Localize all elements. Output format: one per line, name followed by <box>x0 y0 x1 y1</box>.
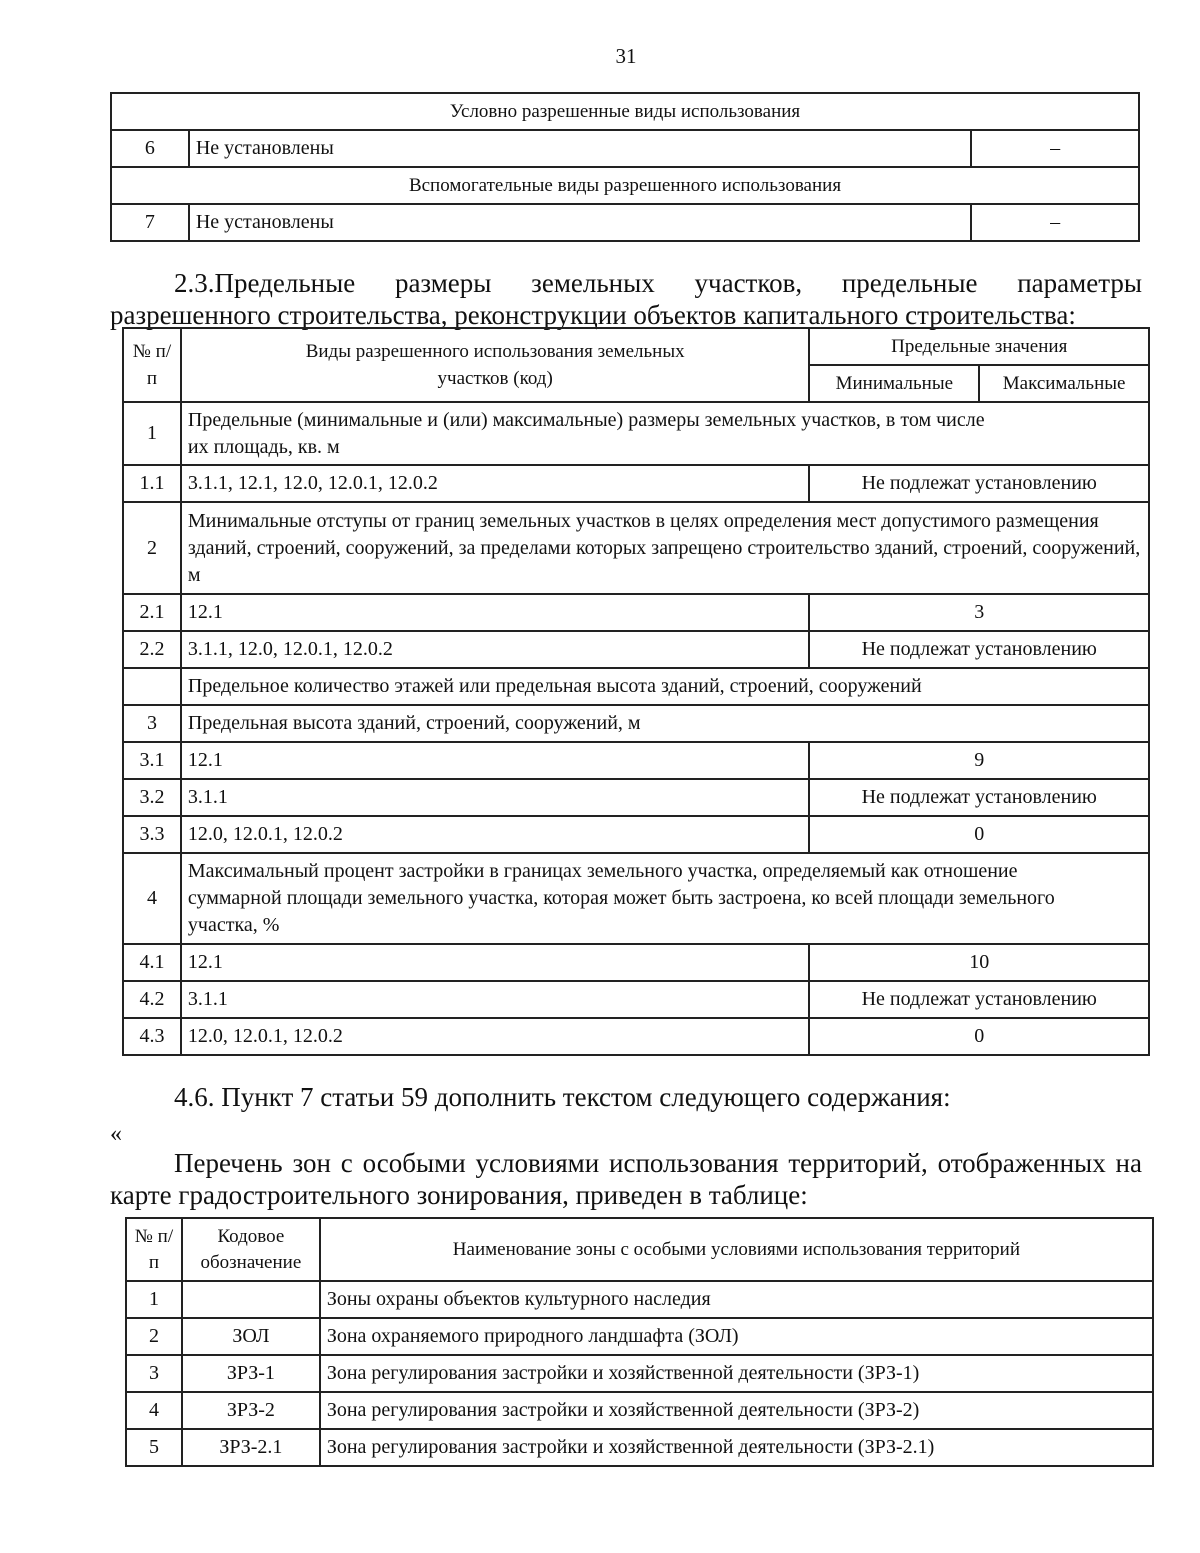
header-max: Максимальные <box>979 365 1149 402</box>
table-header-row <box>123 328 1149 365</box>
row-zone-name: Зона охраняемого природного ландшафта (ЗОЛ) <box>320 1318 1153 1355</box>
row-text: Не установлены <box>189 204 971 241</box>
row-text: 3.1.1, 12.0, 12.0.1, 12.0.2 <box>181 631 810 668</box>
table-row <box>123 631 1149 668</box>
row-code: ЗРЗ-2 <box>182 1392 320 1429</box>
table-header-row <box>126 1218 1153 1281</box>
row-value: 0 <box>809 1018 1149 1055</box>
row-value: Не подлежат установлению <box>809 981 1149 1018</box>
table-row <box>123 705 1149 742</box>
row-text: 3.1.1, 12.1, 12.0, 12.0.1, 12.0.2 <box>181 465 810 502</box>
section-header-conditional: Условно разрешенные виды использования <box>111 93 1139 130</box>
row-code: ЗРЗ-2.1 <box>182 1429 320 1466</box>
row-number: 4 <box>123 853 181 944</box>
table-row <box>126 1392 1153 1429</box>
row-number: 3.2 <box>123 779 181 816</box>
row-code <box>182 1281 320 1318</box>
table-row <box>123 779 1149 816</box>
row-code: ЗРЗ-1 <box>182 1355 320 1392</box>
header-kind: Виды разрешенного использования земельных участков (код) <box>181 328 810 402</box>
limit-parameters-table <box>122 327 1150 1056</box>
row-number: 3.1 <box>123 742 181 779</box>
row-text: 12.0, 12.0.1, 12.0.2 <box>181 816 810 853</box>
row-zone-name: Зона регулирования застройки и хозяйственной деятельности (ЗРЗ-1) <box>320 1355 1153 1392</box>
special-zones-table <box>125 1217 1154 1467</box>
permitted-uses-table <box>110 92 1140 242</box>
table-row <box>126 1281 1153 1318</box>
paragraph-zones-list-line1: Перечень зон с особыми условиями использования территорий, отображенных на <box>174 1148 1142 1178</box>
row-zone-name: Зона регулирования застройки и хозяйственной деятельности (ЗРЗ-2) <box>320 1392 1153 1429</box>
row-code: ЗОЛ <box>182 1318 320 1355</box>
paragraph-2-3-line1: 2.3.Предельные размеры земельных участков, предельные параметры <box>174 268 1142 298</box>
table-row <box>111 130 1139 167</box>
row-text: 3.1.1 <box>181 981 810 1018</box>
table-row <box>126 1318 1153 1355</box>
row-text: 12.1 <box>181 594 810 631</box>
row-number: 1.1 <box>123 465 181 502</box>
row-value: – <box>971 204 1139 241</box>
row-number: 6 <box>111 130 189 167</box>
row-number: 3 <box>126 1355 182 1392</box>
table-section-header <box>111 93 1139 130</box>
row-number: 4.3 <box>123 1018 181 1055</box>
paragraph-2-3-line2: разрешенного строительства, реконструкции объектов капитального строительства: <box>110 300 1076 330</box>
table-row <box>123 502 1149 594</box>
row-text: 12.1 <box>181 742 810 779</box>
header-number: № п/п <box>126 1218 182 1281</box>
table-row <box>123 981 1149 1018</box>
row-value: 9 <box>809 742 1149 779</box>
opening-quote-mark: « <box>110 1121 122 1147</box>
row-number: 4.1 <box>123 944 181 981</box>
row-text: Минимальные отступы от границ земельных участков в целях определения мест допустимого размещения зданий, строений, сооружений, за пределами которых запрещено строительство зданий, строений, сооружений, м <box>181 502 1149 594</box>
row-text: 12.0, 12.0.1, 12.0.2 <box>181 1018 810 1055</box>
row-zone-name: Зоны охраны объектов культурного наследия <box>320 1281 1153 1318</box>
row-value: 10 <box>809 944 1149 981</box>
row-number: 2 <box>126 1318 182 1355</box>
header-zone-name: Наименование зоны с особыми условиями использования территорий <box>320 1218 1153 1281</box>
row-number: 2 <box>123 502 181 594</box>
table-row <box>123 944 1149 981</box>
section-header-auxiliary: Вспомогательные виды разрешенного использования <box>111 167 1139 204</box>
table-row <box>123 402 1149 465</box>
table-row <box>123 853 1149 944</box>
paragraph-zones-list-line2: карте градостроительного зонирования, приведен в таблице: <box>110 1180 808 1210</box>
table-row <box>111 204 1139 241</box>
row-number: 4.2 <box>123 981 181 1018</box>
table-section-header <box>111 167 1139 204</box>
row-value: Не подлежат установлению <box>809 779 1149 816</box>
row-number <box>123 668 181 705</box>
row-number: 3.3 <box>123 816 181 853</box>
table-row <box>126 1429 1153 1466</box>
table-row <box>123 465 1149 502</box>
row-value: Не подлежат установлению <box>809 465 1149 502</box>
row-text: Не установлены <box>189 130 971 167</box>
header-min: Минимальные <box>809 365 979 402</box>
header-limits: Предельные значения <box>809 328 1149 365</box>
row-number: 2.2 <box>123 631 181 668</box>
row-text: Максимальный процент застройки в границах земельного участка, определяемый как отношение суммарной площади земельного участка, которая может быть застроена, ко всей площади земельного участка, % <box>181 853 1149 944</box>
row-text: Предельные (минимальные и (или) максимальные) размеры земельных участков, в том числе их площадь, кв. м <box>181 402 1149 465</box>
row-text: 12.1 <box>181 944 810 981</box>
row-text: Предельное количество этажей или предельная высота зданий, строений, сооружений <box>181 668 1149 705</box>
row-text: 3.1.1 <box>181 779 810 816</box>
table-row <box>123 816 1149 853</box>
row-value: – <box>971 130 1139 167</box>
paragraph-4-6: 4.6. Пункт 7 статьи 59 дополнить текстом следующего содержания: <box>174 1082 951 1112</box>
table-row <box>123 668 1149 705</box>
header-code: Кодовое обозначение <box>182 1218 320 1281</box>
row-number: 2.1 <box>123 594 181 631</box>
row-zone-name: Зона регулирования застройки и хозяйственной деятельности (ЗРЗ-2.1) <box>320 1429 1153 1466</box>
table-row <box>123 1018 1149 1055</box>
table-row <box>123 594 1149 631</box>
row-value: Не подлежат установлению <box>809 631 1149 668</box>
row-text: Предельная высота зданий, строений, сооружений, м <box>181 705 1149 742</box>
row-value: 3 <box>809 594 1149 631</box>
page-number: 31 <box>615 44 637 68</box>
table-row <box>123 742 1149 779</box>
row-number: 3 <box>123 705 181 742</box>
row-value: 0 <box>809 816 1149 853</box>
table-row <box>126 1355 1153 1392</box>
row-number: 1 <box>123 402 181 465</box>
row-number: 4 <box>126 1392 182 1429</box>
row-number: 1 <box>126 1281 182 1318</box>
header-number: № п/п <box>123 328 181 402</box>
row-number: 5 <box>126 1429 182 1466</box>
row-number: 7 <box>111 204 189 241</box>
